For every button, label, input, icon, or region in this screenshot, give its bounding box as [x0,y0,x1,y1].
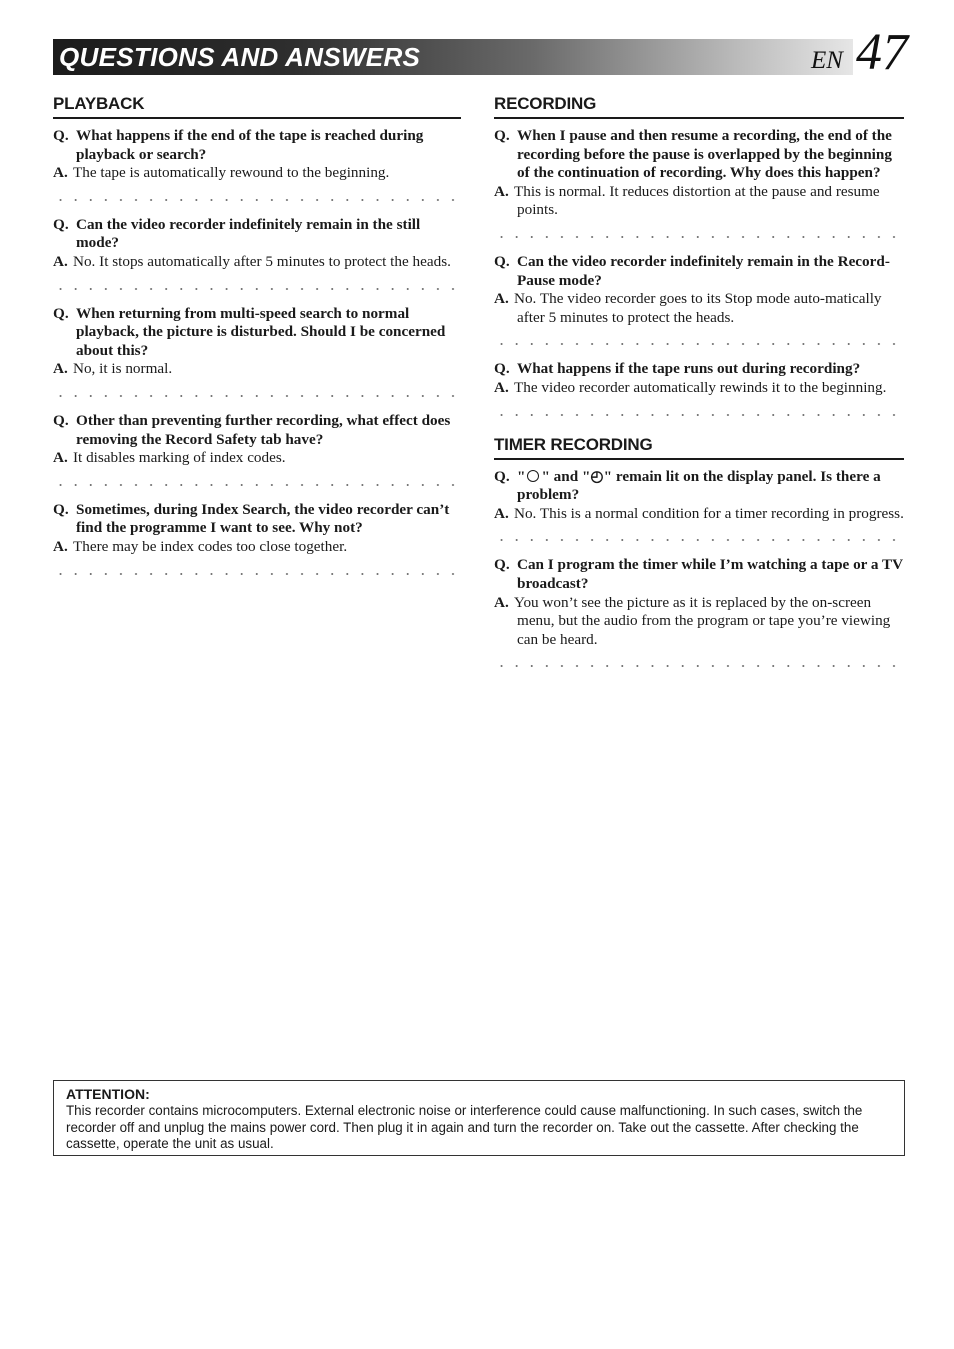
section-heading-timer-recording: TIMER RECORDING [494,434,904,460]
answer: A. No. This is a normal condition for a timer recording in progress. [494,504,904,522]
page-header [53,24,921,81]
language-code: EN [811,47,843,74]
question: Q. Sometimes, during Index Search, the video recorder can’t find the programme I want to see. Why not? [53,500,450,537]
section-heading-recording: RECORDING [494,93,904,119]
dotted-divider [53,395,461,397]
answer: A. No, it is normal. [53,360,173,378]
qa-item [494,556,904,649]
question: Q. When I pause and then resume a recording, the end of the recording before the pause is overlapped by the beginning of the continuation of recording. Why does this happen? [494,127,892,182]
question: Q. When returning from multi-speed search to normal playback, the picture is disturbed. Should I be concerned about this? [53,304,446,359]
answer: A. The video recorder automatically rewinds it to the beginning. [494,378,887,396]
qa-item [494,253,904,327]
answer: A. No. It stops automatically after 5 minutes to protect the heads. [53,252,451,270]
dotted-divider [494,343,904,345]
question: Q. Can the video recorder indefinitely remain in the Record-Pause mode? [494,252,890,289]
question: Q. What happens if the tape runs out during recording? [494,360,861,378]
attention-title: ATTENTION: [66,1086,150,1102]
dotted-divider [494,665,904,667]
qa-item [53,305,461,379]
page-title: QUESTIONS AND ANSWERS [59,42,421,72]
answer: A. The tape is automatically rewound to the beginning. [53,164,390,182]
attention-text: This recorder contains microcomputers. External electronic noise or interference could cause malfunctioning. In such cases, switch the recorder off and unplug the mains power cord. Then plug it in again and turn the recorder on. Take out the cassette. After checking the cassette, operate the unit as usual. [66,1102,863,1152]
right-column [494,93,904,682]
clock-icon: ◴ [590,467,604,485]
dotted-divider [53,573,461,575]
qa-item [53,412,461,468]
qa-item [494,468,904,524]
dotted-divider [494,236,904,238]
question: Q. Can the video recorder indefinitely remain in the still mode? [53,215,421,252]
qa-item [53,501,461,557]
page-number: 47 [856,24,908,81]
answer: A. No. The video recorder goes to its Stop mode auto-matically after 5 minutes to protect the heads. [494,290,882,326]
answer: A. This is normal. It reduces distortion at the pause and resume points. [494,182,880,219]
question: Q. Can I program the timer while I’m watching a tape or a TV broadcast? [494,556,903,592]
answer: A. There may be index codes too close together. [53,537,348,555]
dotted-divider [494,539,904,541]
dotted-divider [53,484,461,486]
left-column [53,93,461,590]
timer-circle-icon [527,470,539,482]
section-heading-playback: PLAYBACK [53,93,461,119]
dotted-divider [494,414,904,416]
question: Q. Other than preventing further recording, what effect does removing the Record Safety tab have? [53,411,451,448]
question: Q. What happens if the end of the tape is reached during playback or search? [53,127,424,163]
answer: A. It disables marking of index codes. [53,449,286,467]
qa-item [53,216,461,272]
title-band [53,39,853,75]
attention-box [53,1080,905,1156]
question: Q. " " and "◴" remain lit on the display panel. Is there a problem? [494,467,881,504]
dotted-divider [53,288,461,290]
qa-item [494,127,904,220]
dotted-divider [53,199,461,201]
qa-item [53,127,461,183]
qa-item [494,360,904,397]
answer: A. You won’t see the picture as it is replaced by the on-screen menu, but the audio from the program or tape you’re viewing can be heard. [494,593,891,648]
